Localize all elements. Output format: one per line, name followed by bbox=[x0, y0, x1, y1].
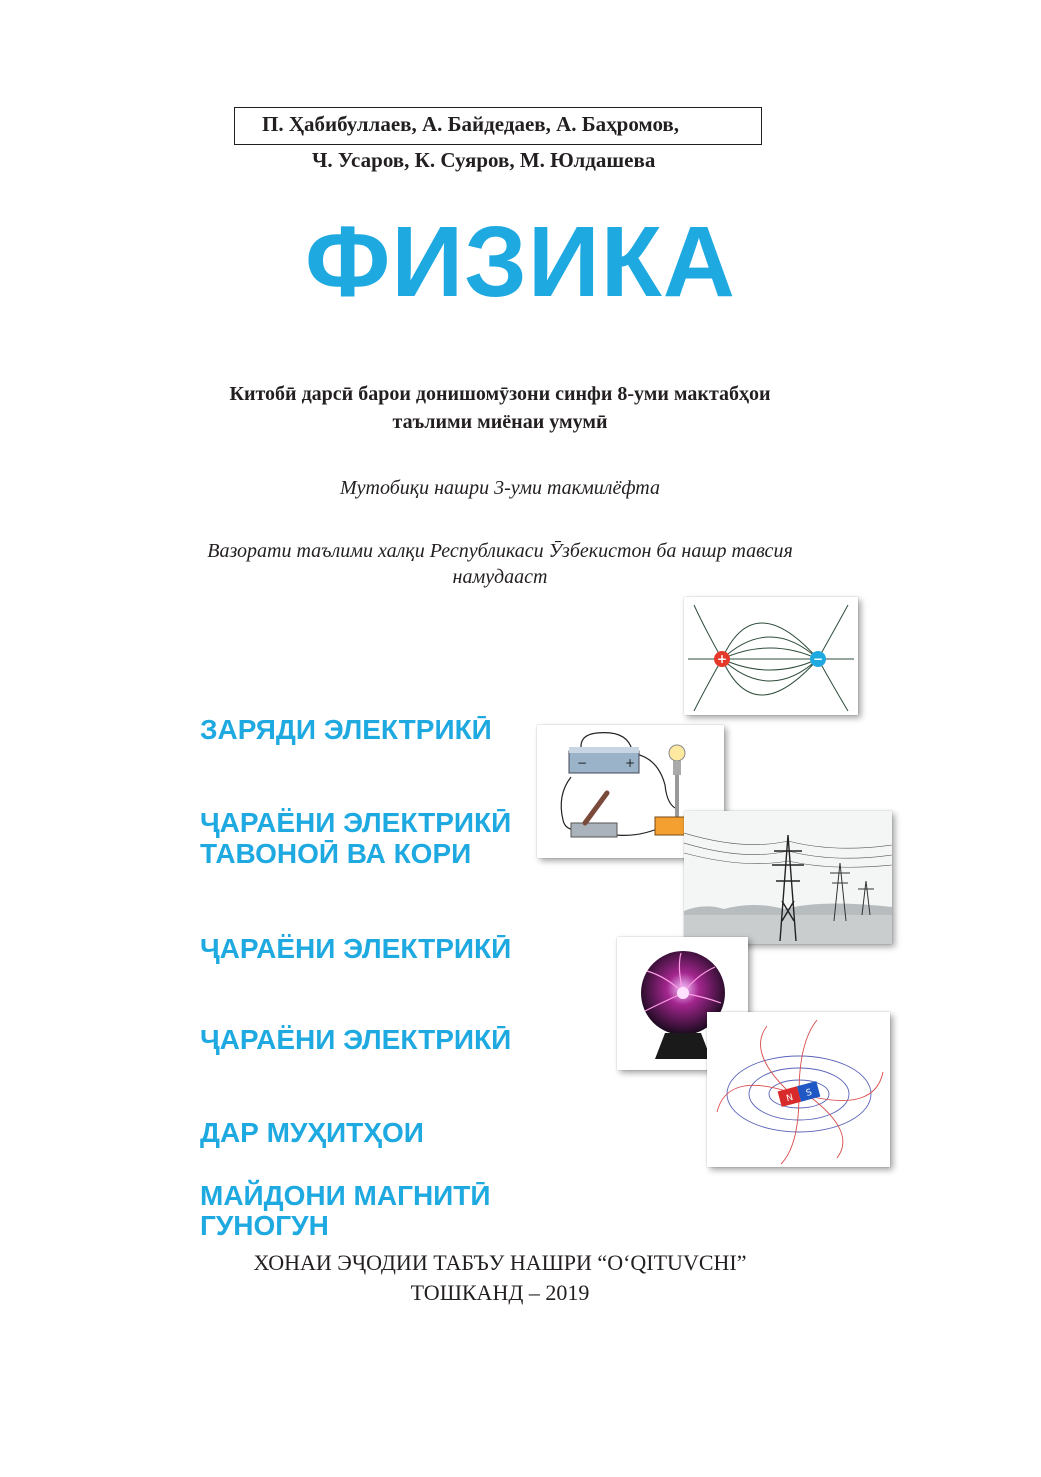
electric-dipole-field-icon bbox=[684, 597, 858, 715]
topic-line: МАЙДОНИ МАГНИТӢ bbox=[200, 1180, 491, 1211]
topic-line: ЗАРЯДИ ЭЛЕКТРИКӢ bbox=[200, 714, 492, 745]
topic-line: ҶАРАЁНИ ЭЛЕКТРИКӢ bbox=[200, 1024, 512, 1055]
north-label: N bbox=[785, 1092, 795, 1105]
book-title: ФИЗИКА bbox=[305, 206, 736, 318]
publisher-line-2: ТОШКАНД – 2019 bbox=[410, 1280, 590, 1305]
minus-sign: − bbox=[577, 756, 588, 770]
subtitle-line-2: таълими миёнаи умумӣ bbox=[392, 411, 608, 433]
topic-line: ГУНОГУН bbox=[200, 1210, 329, 1241]
recommendation-line-2: намудааст bbox=[452, 566, 548, 588]
topic-magnetic-field bbox=[200, 1118, 491, 1242]
topic-line: ҶАРАЁНИ ЭЛЕКТРИКӢ bbox=[200, 807, 512, 838]
plus-sign: + bbox=[716, 652, 728, 666]
minus-sign: − bbox=[812, 652, 824, 666]
plus-sign: + bbox=[625, 756, 636, 770]
topic-line: ТАВОНОӢ ВА КОРИ bbox=[200, 838, 472, 869]
edition-note: Мутобиқи нашри 3-уми такмилёфта bbox=[340, 477, 660, 499]
authors-line-2: Ч. Усаров, К. Суяров, М. Юлдашева bbox=[312, 148, 656, 172]
authors-line-1: П. Ҳабибуллаев, А. Байдедаев, А. Баҳромов, bbox=[262, 112, 680, 136]
publisher-line-1: ХОНАИ ЭҶОДИИ ТАБЪУ НАШРИ “O‘QITUVCHI” bbox=[253, 1250, 747, 1275]
subtitle-line-1: Китобӣ дарсӣ барои донишомӯзони синфи 8-уми мактабҳои bbox=[229, 383, 771, 405]
south-label: S bbox=[805, 1087, 814, 1099]
power-line-tower-icon bbox=[684, 811, 892, 944]
topic-line: ҶАРАЁНИ ЭЛЕКТРИКӢ bbox=[200, 933, 512, 964]
recommendation-line-1: Вазорати таълими халқи Республикаси Ӯзбекистон ба нашр тавсия bbox=[207, 540, 793, 562]
magnet-field-lines-icon bbox=[707, 1012, 890, 1167]
topic-line: ДАР МУҲИТҲОИ bbox=[200, 1117, 424, 1148]
